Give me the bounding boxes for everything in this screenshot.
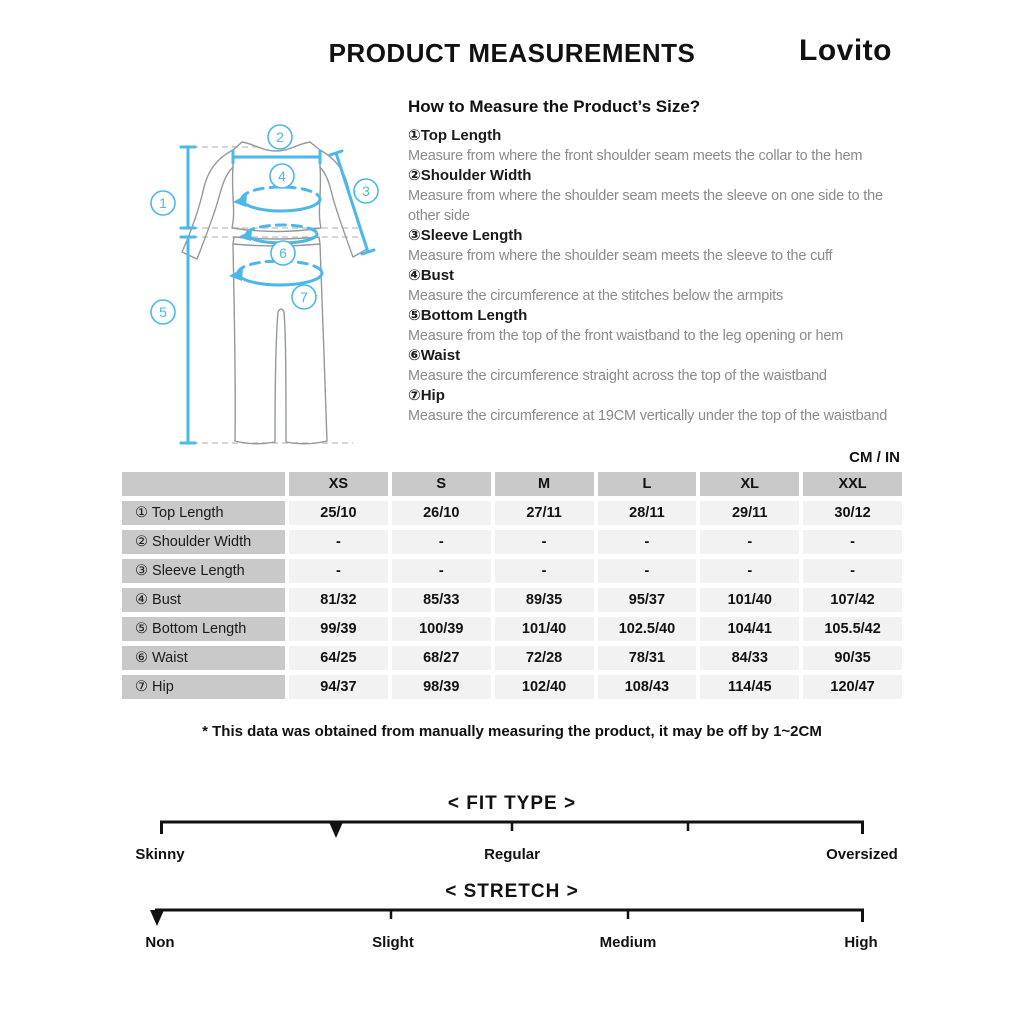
row-label: ⑥ Waist: [122, 646, 285, 670]
row-label: ② Shoulder Width: [122, 530, 285, 554]
table-corner-cell: [122, 472, 285, 496]
stretch-marker: [150, 910, 164, 926]
measure-item: [408, 226, 908, 266]
table-cell: -: [598, 559, 697, 583]
item-label: ⑦Hip: [408, 387, 445, 404]
callout-6: 6: [279, 245, 287, 261]
size-header: XXL: [803, 472, 902, 496]
table-cell: 102.5/40: [598, 617, 697, 641]
stretch-title: < STRETCH >: [445, 881, 579, 902]
how-to-measure-section: [408, 97, 908, 426]
callout-1: 1: [159, 195, 167, 211]
item-desc: Measure the circumference at the stitches below the armpits: [408, 288, 784, 304]
item-label: ①Top Length: [408, 127, 502, 144]
garment-measurement-diagram: [120, 110, 400, 460]
page-title: PRODUCT MEASUREMENTS: [328, 38, 696, 68]
table-cell: -: [289, 530, 388, 554]
fit-type-scale: [130, 793, 898, 866]
table-cell: -: [392, 559, 491, 583]
measure-item: [408, 126, 908, 166]
table-cell: 120/47: [803, 675, 902, 699]
fit-type-marker: [329, 822, 343, 838]
measure-item: [408, 166, 908, 226]
table-cell: 89/35: [495, 588, 594, 612]
item-desc: Measure from where the shoulder seam meets the sleeve to the cuff: [408, 248, 833, 264]
stretch-scale: [130, 881, 894, 954]
scale-label: Oversized: [826, 846, 898, 863]
size-header: XL: [700, 472, 799, 496]
item-desc: Measure from where the front shoulder seam meets the collar to the hem: [408, 148, 863, 164]
table-cell: 64/25: [289, 646, 388, 670]
scale-label: Medium: [599, 934, 657, 951]
row-label: ④ Bust: [122, 588, 285, 612]
scale-label: Non: [145, 934, 175, 951]
table-cell: -: [289, 559, 388, 583]
item-label: ③Sleeve Length: [408, 227, 523, 244]
measure-item: [408, 306, 908, 346]
scale-label: Regular: [484, 846, 540, 863]
row-label: ⑦ Hip: [122, 675, 285, 699]
item-desc: Measure from where the shoulder seam meets the sleeve on one side to the other side: [408, 188, 883, 224]
size-header: S: [392, 472, 491, 496]
table-cell: 81/32: [289, 588, 388, 612]
table-cell: 84/33: [700, 646, 799, 670]
table-cell: 101/40: [495, 617, 594, 641]
table-cell: -: [598, 530, 697, 554]
table-cell: 28/11: [598, 501, 697, 525]
callout-7: 7: [300, 289, 308, 305]
table-cell: 94/37: [289, 675, 388, 699]
table-cell: 105.5/42: [803, 617, 902, 641]
table-cell: 26/10: [392, 501, 491, 525]
table-cell: -: [803, 530, 902, 554]
table-cell: 29/11: [700, 501, 799, 525]
units-label: CM / IN: [849, 449, 900, 466]
table-cell: 68/27: [392, 646, 491, 670]
table-cell: 98/39: [392, 675, 491, 699]
callout-4: 4: [278, 168, 286, 184]
diagram-callouts: [151, 125, 378, 324]
item-desc: Measure the circumference at 19CM vertically under the top of the waistband: [408, 408, 888, 424]
scale-label: Slight: [372, 934, 414, 951]
table-cell: 102/40: [495, 675, 594, 699]
row-label: ① Top Length: [122, 501, 285, 525]
fit-type-axis: [130, 820, 894, 842]
table-cell: 114/45: [700, 675, 799, 699]
table-cell: -: [700, 559, 799, 583]
measure-marks: [181, 147, 374, 443]
item-label: ④Bust: [408, 267, 455, 284]
stretch-labels: [130, 934, 894, 954]
item-desc: Measure from the top of the front waistband to the leg opening or hem: [408, 328, 844, 344]
table-cell: 27/11: [495, 501, 594, 525]
size-table: [122, 472, 902, 699]
table-cell: -: [392, 530, 491, 554]
guide-lines: [182, 147, 360, 443]
table-cell: -: [495, 530, 594, 554]
size-header: XS: [289, 472, 388, 496]
item-label: ②Shoulder Width: [408, 167, 532, 184]
row-label: ③ Sleeve Length: [122, 559, 285, 583]
table-cell: -: [495, 559, 594, 583]
table-cell: 95/37: [598, 588, 697, 612]
table-cell: 90/35: [803, 646, 902, 670]
size-header: M: [495, 472, 594, 496]
table-cell: 107/42: [803, 588, 902, 612]
item-label: ⑥Waist: [408, 347, 461, 364]
table-cell: -: [700, 530, 799, 554]
table-cell: 78/31: [598, 646, 697, 670]
item-label: ⑤Bottom Length: [408, 307, 528, 324]
table-cell: 101/40: [700, 588, 799, 612]
scale-label: Skinny: [135, 846, 185, 863]
table-cell: 72/28: [495, 646, 594, 670]
fit-type-title: < FIT TYPE >: [447, 793, 577, 814]
brand-logo: Lovito: [799, 34, 892, 67]
fit-type-labels: [130, 846, 898, 866]
row-label: ⑤ Bottom Length: [122, 617, 285, 641]
size-header: L: [598, 472, 697, 496]
callout-2: 2: [276, 129, 284, 145]
scale-label: High: [844, 934, 878, 951]
item-desc: Measure the circumference straight across the top of the waistband: [408, 368, 827, 384]
measure-item: [408, 266, 908, 306]
measure-item: [408, 386, 908, 426]
how-to-heading: How to Measure the Product’s Size?: [408, 97, 701, 116]
table-cell: 30/12: [803, 501, 902, 525]
table-cell: 25/10: [289, 501, 388, 525]
table-cell: 85/33: [392, 588, 491, 612]
table-cell: 104/41: [700, 617, 799, 641]
footnote: * This data was obtained from manually measuring the product, it may be off by 1~2CM: [202, 723, 822, 740]
table-cell: 99/39: [289, 617, 388, 641]
measure-item: [408, 346, 908, 386]
table-cell: -: [803, 559, 902, 583]
callout-5: 5: [159, 304, 167, 320]
table-cell: 108/43: [598, 675, 697, 699]
callout-3: 3: [362, 183, 370, 199]
stretch-axis: [130, 908, 894, 930]
table-cell: 100/39: [392, 617, 491, 641]
